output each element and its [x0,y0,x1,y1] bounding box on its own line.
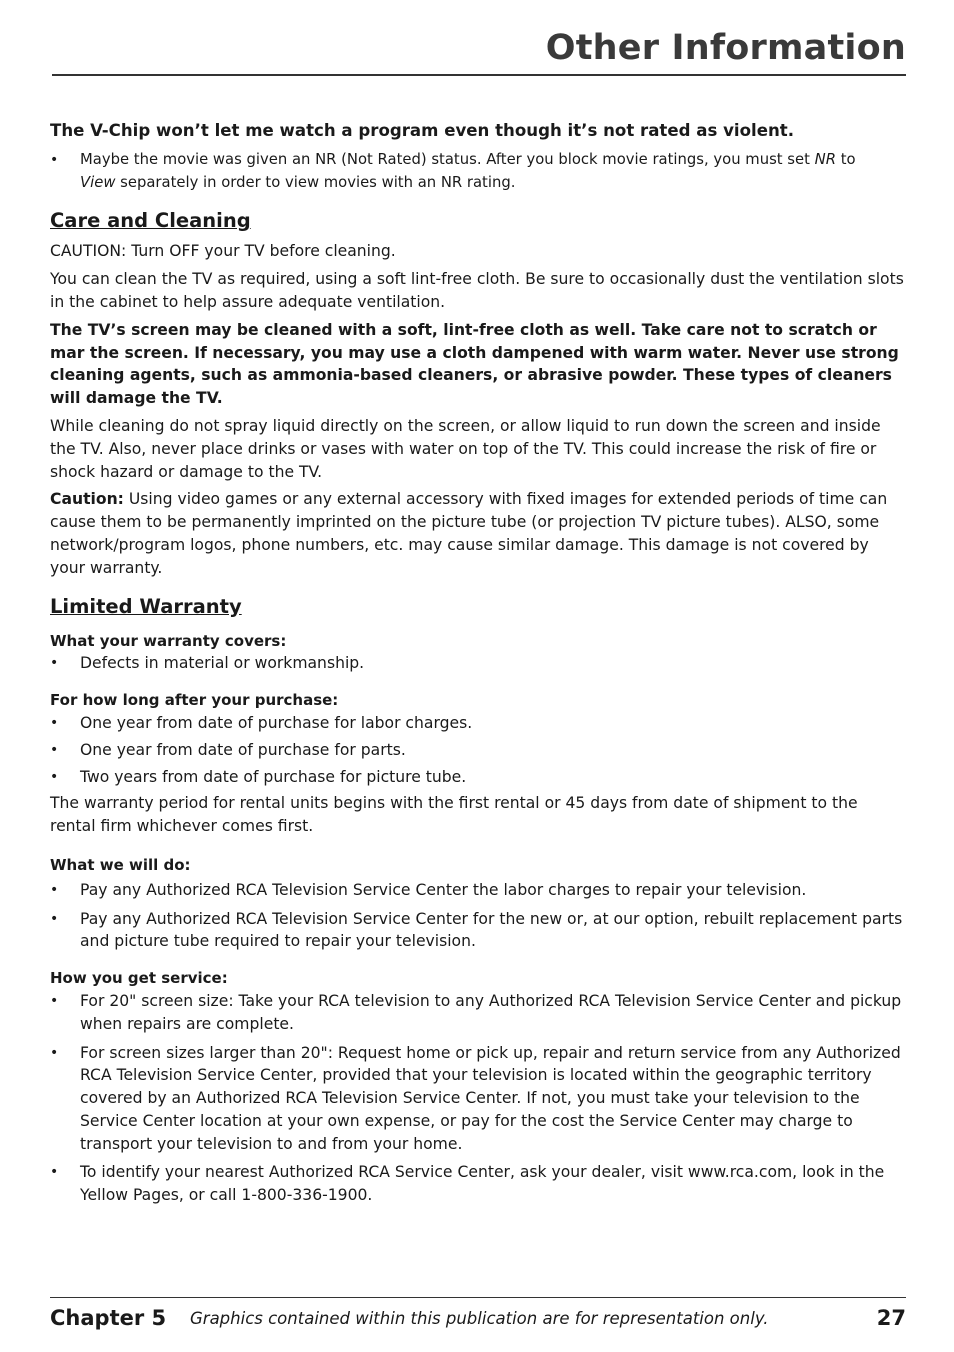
list-item: • For 20" screen size: Take your RCA television to any Authorized RCA Television Service Center and pickup when repairs are complete. [50,990,904,1036]
bullet-icon: • [50,992,59,1009]
care-paragraph: While cleaning do not spray liquid directly on the screen, or allow liquid to run down the screen and inside the TV. Also, never place drinks or vases with water on top of the TV. This could increase the risk of fire or shock hazard or damage to the TV. [50,416,881,481]
warranty-howlong-label: For how long after your purchase: [50,691,339,710]
list-item: • One year from date of purchase for labor charges. [50,712,904,735]
footer-note: Graphics contained within this publication are for representation only. [190,1309,769,1328]
bullet-icon: • [50,1164,59,1181]
warranty-heading: Limited Warranty [50,594,242,618]
care-heading: Care and Cleaning [50,209,251,233]
header-divider [52,74,906,76]
warranty-service-label: How you get service: [50,969,228,988]
list-item: • Defects in material or workmanship. [50,652,904,675]
care-paragraph: You can clean the TV as required, using a soft lint-free cloth. Be sure to occasionally dust the ventilation slots in the cabinet to help assure adequate ventilation. [50,270,904,311]
list-item: • One year from date of purchase for parts. [50,739,904,762]
bullet-icon: • [50,881,59,898]
list-item: • For screen sizes larger than 20": Request home or pick up, repair and return service from any Authorized RCA Television Service Center, provided that your television is located within the geographic territory covered by an Authorized RCA Television Service Center. If not, you must take your television to the Service Center location at your own expense, or pay for the cost the Service Center may charge to transport your television to and from your home. [50,1042,904,1156]
care-screen-warning: The TV’s screen may be cleaned with a soft, lint-free cloth as well. Take care not to scratch or mar the screen. If necessary, you may use a cloth dampened with warm water. Never use strong cleaning agents, such as ammonia-based cleaners, or abrasive powder. These types of cleaners will damage the TV. [50,320,899,408]
bullet-icon: • [50,741,59,758]
list-item: • Pay any Authorized RCA Television Service Center the labor charges to repair your television. [50,879,904,902]
chapter-label: Chapter 5 [50,1306,167,1330]
list-item: • To identify your nearest Authorized RCA Service Center, ask your dealer, visit www.rca.com, look in the Yellow Pages, or call 1-800-336-1900. [50,1161,904,1207]
page-title: Other Information [545,28,906,68]
bullet-icon: • [50,1044,59,1061]
care-caution: Caution: Using video games or any external accessory with fixed images for extended periods of time can cause them to be permanently imprinted on the picture tube (or projection TV picture tubes). ALSO, some network/program logos, phone numbers, etc. may cause similar damage. This damage is not covered by your warranty. [50,490,888,577]
main-content [50,120,904,1207]
warranty-rental-text: The warranty period for rental units begins with the first rental or 45 days from date of shipment to the rental firm whichever comes first. [50,794,858,836]
care-caution-off: CAUTION: Turn OFF your TV before cleaning. [50,242,396,261]
bullet-icon: • [50,714,59,731]
warranty-covers-label: What your warranty covers: [50,631,287,650]
list-item: • Pay any Authorized RCA Television Service Center for the new or, at our option, rebuilt replacement parts and picture tube required to repair your television. [50,908,904,954]
bullet-icon: • [50,151,59,168]
bullet-icon: • [50,655,59,672]
page-number: 27 [876,1306,906,1330]
bullet-icon: • [50,910,59,927]
list-item [50,149,904,195]
vchip-answer: Maybe the movie was given an NR (Not Rated) status. After you block movie ratings, you must set NR to View separately in order to view movies with an NR rating. [80,150,856,191]
warranty-whatwedo-label: What we will do: [50,855,191,874]
bullet-icon: • [50,768,59,785]
list-item: • Two years from date of purchase for picture tube. [50,766,904,789]
vchip-question: The V-Chip won’t let me watch a program even though it’s not rated as violent. [50,121,795,140]
footer-divider [50,1297,906,1298]
